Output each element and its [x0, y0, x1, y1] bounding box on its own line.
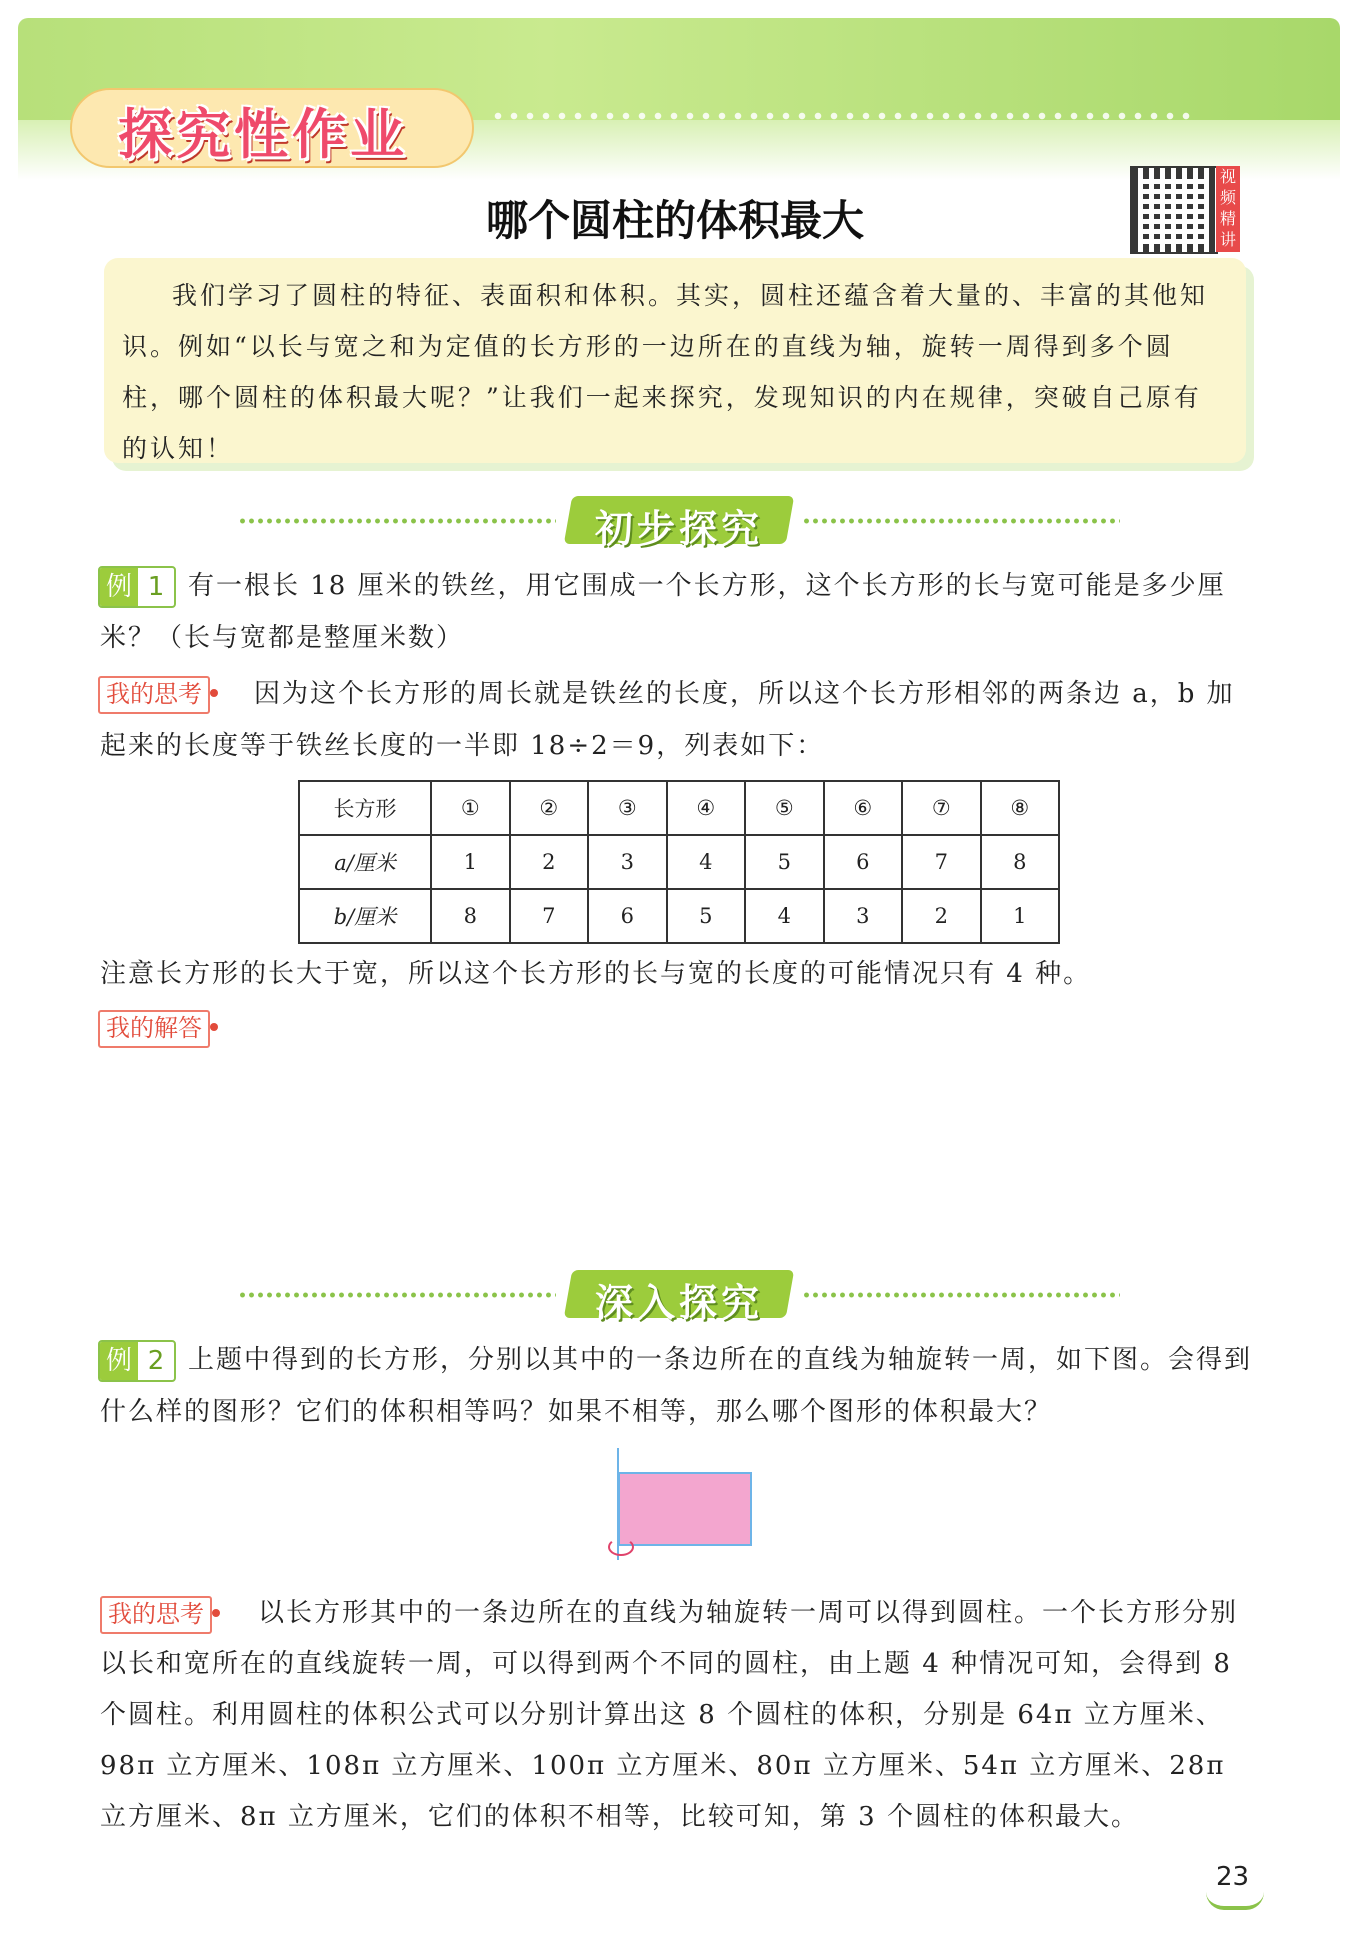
my-thinking-tag: 我的思考 [100, 1596, 212, 1634]
example-2-text: 上题中得到的长方形，分别以其中的一条边所在的直线为轴旋转一周，如下图。会得到什么样的图形？它们的体积相等吗？如果不相等，那么哪个图形的体积最大？ [100, 1345, 1253, 1427]
page-title: 哪个圆柱的体积最大 [485, 196, 864, 245]
my-thinking-tag: 我的思考 [98, 676, 210, 714]
decorative-dots [490, 112, 1190, 120]
rotation-arrow-icon [608, 1538, 634, 1556]
rectangle-figure [618, 1472, 752, 1546]
page-number: 23 [1216, 1862, 1250, 1892]
page-number-swoosh [1206, 1892, 1264, 1910]
section-header-deep [0, 1270, 1350, 1325]
table-row: a/厘米 1 2 3 4 5 6 7 8 [299, 835, 1059, 889]
qr-code-icon[interactable] [1130, 166, 1218, 254]
table-row: 长方形 ① ② ③ ④ ⑤ ⑥ ⑦ ⑧ [299, 781, 1059, 835]
section-label: 初步探究 [594, 507, 763, 551]
dotted-line-left [238, 1292, 556, 1298]
category-badge-label: 探究性作业 [118, 103, 408, 166]
rectangle-table [298, 780, 1060, 944]
section-header-preliminary [0, 496, 1350, 551]
my-answer-tag: 我的解答 [98, 1010, 210, 1048]
video-tag: 视频精讲 [1216, 166, 1240, 252]
dotted-line-right [802, 1292, 1120, 1298]
example-tag-2: 例 2 [98, 1340, 176, 1382]
thinking-1-text: 因为这个长方形的周长就是铁丝的长度，所以这个长方形相邻的两条边 a，b 加起来的长度等于铁丝长度的一半即 18÷2＝9，列表如下： [100, 679, 1235, 761]
dotted-line-right [802, 518, 1120, 524]
section-label: 深入探究 [594, 1281, 763, 1325]
example-tag-1: 例 1 [98, 566, 176, 608]
intro-box [104, 258, 1246, 463]
intro-text: 我们学习了圆柱的特征、表面积和体积。其实，圆柱还蕴含着大量的、丰富的其他知识。例如“以长与宽之和为定值的长方形的一边所在的直线为轴，旋转一周得到多个圆柱，哪个圆柱的体积最大呢？”让我们一起来探究，发现知识的内在规律，突破自己原有的认知！ [122, 281, 1209, 463]
example-1-text: 有一根长 18 厘米的铁丝，用它围成一个长方形，这个长方形的长与宽可能是多少厘米？（长与宽都是整厘米数） [100, 571, 1226, 653]
table-row: b/厘米 8 7 6 5 4 3 2 1 [299, 889, 1059, 943]
thinking-2-text: 以长方形其中的一条边所在的直线为轴旋转一周可以得到圆柱。一个长方形分别以长和宽所在的直线旋转一周，可以得到两个不同的圆柱，由上题 4 种情况可知，会得到 8 个圆柱。利用圆柱的体积公式可以分别计算出这 8 个圆柱的体积，分别是 64π 立方厘米、98π 立方厘米、108π 立方厘米、100π 立方厘米、80π 立方厘米、54π 立方厘米、28π 立方厘米、8π 立方厘米，它们的体积不相等，比较可知，第 3 个圆柱的体积最大。 [100, 1598, 1239, 1832]
dotted-line-left [238, 518, 556, 524]
note-text: 注意长方形的长大于宽，所以这个长方形的长与宽的长度的可能情况只有 4 种。 [100, 959, 1092, 989]
